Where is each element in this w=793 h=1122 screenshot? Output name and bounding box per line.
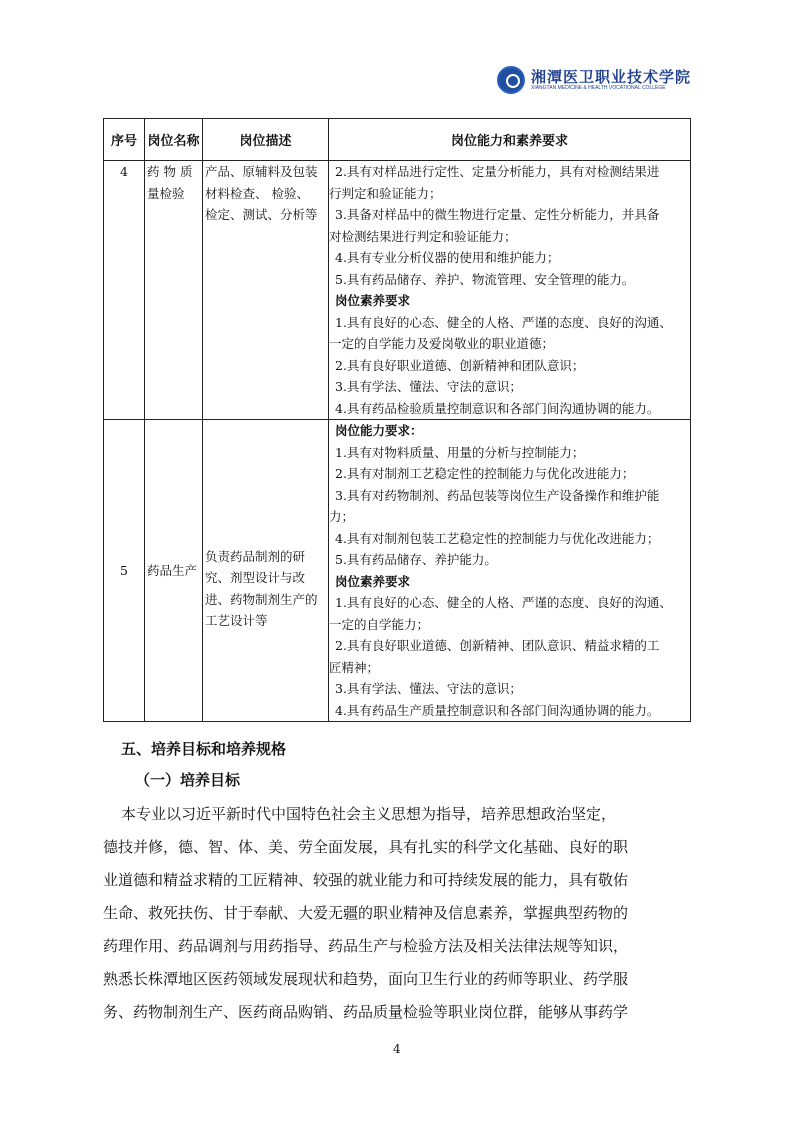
requirement-line: 3.具有学法、懂法、守法的意识； (335, 681, 522, 696)
page-number: 4 (393, 1042, 401, 1056)
section-subtitle: （一）培养目标 (135, 771, 241, 789)
row-name: 量检验 (147, 185, 185, 201)
paragraph-line: 业道德和精益求精的工匠精神、较强的就业能力和可持续发展的能力，具有敬佑 (103, 871, 629, 889)
requirement-heading: 岗位素养要求 (335, 573, 411, 589)
paragraph-line: 生命、救死扶伤、甘于奉献、大爱无疆的职业精神及信息素养，掌握典型药物的 (103, 904, 629, 922)
requirement-line: 力； (329, 509, 355, 524)
requirement-line: 1.具有良好的心态、健全的人格、严谨的态度、良好的沟通、 (335, 314, 672, 330)
paragraph-line: 德技并修，德、智、体、美、劳全面发展，具有扎实的科学文化基础、良好的职 (103, 838, 629, 856)
table-row (104, 161, 691, 420)
requirement-line: 匠精神； (329, 659, 380, 675)
college-seal-icon (497, 66, 525, 94)
table-header-row (104, 119, 691, 161)
paragraph-line: 本专业以习近平新时代中国特色社会主义思想为指导，培养思想政治坚定， (121, 805, 617, 823)
requirement-line: 4.具有药品生产质量控制意识和各部门间沟通协调的能力。 (335, 702, 660, 718)
requirement-line: 2.具有良好职业道德、创新精神和团队意识； (335, 357, 585, 373)
paragraph-line: 药理作用、药品调剂与用药指导、药品生产与检验方法及相关法律法规等知识， (103, 937, 629, 955)
requirement-heading: 岗位能力要求： (335, 423, 423, 438)
row-desc: 检定、测试、分析等 (205, 207, 318, 222)
requirement-line: 3.具有学法、懂法、守法的意识； (335, 379, 522, 394)
header-no: 序号 (104, 119, 145, 161)
row-no: 4 (120, 164, 128, 179)
paragraph-line: 熟悉长株潭地区医药领域发展现状和趋势，面向卫生行业的药师等职业、药学服 (103, 970, 629, 988)
requirement-line: 行判定和验证能力； (329, 185, 442, 201)
header-desc: 岗位描述 (203, 119, 329, 161)
college-logo (497, 66, 691, 94)
requirement-line: 5.具有药品储存、养护、物流管理、安全管理的能力。 (335, 271, 635, 287)
requirement-line: 3.具有对药物制剂、药品包装等岗位生产设备操作和维护能 (335, 487, 660, 503)
row-desc: 究、剂型设计与改 (205, 570, 306, 585)
logo-chinese-name: 湘潭医卫职业技术学院 (531, 67, 692, 86)
row-desc: 负责药品制剂的研 (205, 548, 306, 564)
requirement-line: 1.具有良好的心态、健全的人格、严谨的态度、良好的沟通、 (335, 595, 672, 610)
row-desc: 工艺设计等 (205, 613, 268, 628)
section-title: 五、培养目标和培养规格 (121, 740, 287, 758)
row-name: 药品生产 (147, 562, 198, 578)
requirement-line: 一定的自学能力及爱岗敬业的职业道德； (329, 336, 555, 351)
logo-english-name: XIANGTAN MEDICINE & HEALTH VOCATIONAL COLLEGE (531, 84, 666, 91)
row-desc: 进、药物制剂生产的 (205, 591, 318, 607)
paragraph-line: 务、药物制剂生产、医药商品购销、药品质量检验等职业岗位群，能够从事药学 (103, 1003, 629, 1021)
requirement-line: 1.具有对物料质量、用量的分析与控制能力； (335, 444, 585, 460)
row-requirements (329, 161, 691, 420)
row-desc: 产品、原辅料及包装 (205, 164, 318, 179)
requirement-line: 4.具有药品检验质量控制意识和各部门间沟通协调的能力。 (335, 400, 660, 416)
header-name: 岗位名称 (145, 119, 203, 161)
requirement-line: 对检测结果进行判定和验证能力； (329, 228, 517, 244)
table-row (104, 420, 691, 722)
row-no: 5 (120, 562, 128, 578)
requirement-line: 5.具有药品储存、养护能力。 (335, 552, 497, 567)
header-req: 岗位能力和素养要求 (329, 119, 691, 161)
row-requirements (329, 420, 691, 722)
requirement-line: 2.具有对样品进行定性、定量分析能力，具有对检测结果进 (335, 164, 660, 179)
requirement-line: 一定的自学能力； (329, 616, 430, 632)
requirement-line: 3.具备对样品中的微生物进行定量、定性分析能力，并具备 (335, 207, 660, 222)
requirement-line: 2.具有良好职业道德、创新精神、团队意识、精益求精的工 (335, 638, 660, 653)
requirement-line: 2.具有对制剂工艺稳定性的控制能力与优化改进能力； (335, 466, 635, 481)
requirement-line: 4.具有专业分析仪器的使用和维护能力； (335, 250, 560, 265)
job-requirements-table (103, 118, 691, 722)
row-desc: 材料检查、 检验、 (205, 185, 309, 201)
requirement-line: 4.具有对制剂包装工艺稳定性的控制能力与优化改进能力； (335, 530, 660, 546)
section-paragraph (103, 798, 693, 1029)
row-name: 药 物 质 (147, 164, 193, 179)
requirement-heading: 岗位素养要求 (335, 293, 411, 308)
